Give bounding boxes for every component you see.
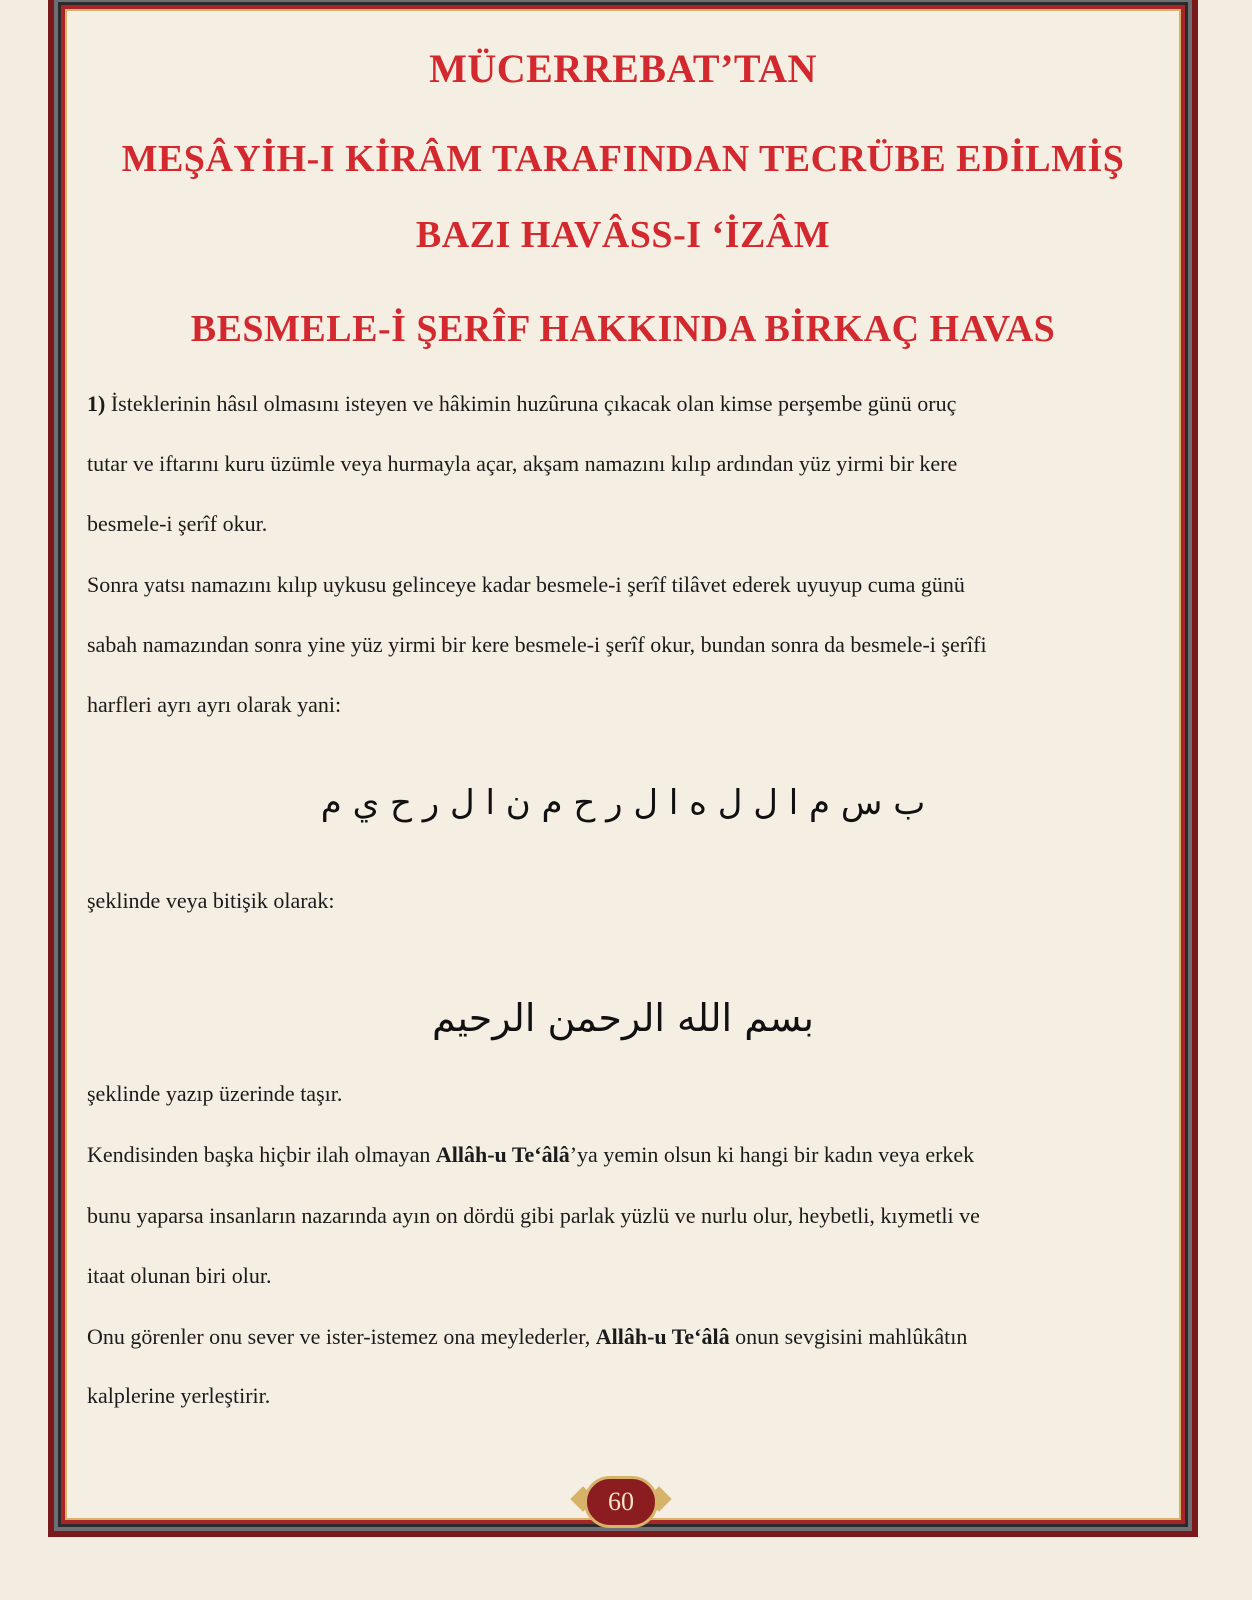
paragraph-2-line-3: harfleri ayrı ayrı olarak yani: [87,692,342,717]
paragraph-text: İsteklerinin hâsıl olmasını isteyen ve hâkimin huzûruna çıkacak olan kimse perşembe günü oruç [105,391,957,416]
paragraph-4: şeklinde yazıp üzerinde taşır. [87,1081,343,1106]
paragraph-1-line-3: besmele-i şerîf okur. [87,511,268,536]
arabic-separate-letters: ب س م ا ل ل ه ا ل ر ح م ن ا ل ر ح ي م [320,783,926,823]
paragraph-6-line-2: kalplerine yerleştirir. [87,1383,271,1408]
page-number: 60 [584,1476,658,1528]
page-content [87,11,1159,1518]
page-border [48,0,1198,1537]
paragraph-1-line-1 [87,391,1159,417]
title-line-2: MEŞÂYİH-I KİRÂM TARAFINDAN TECRÜBE EDİLMİŞ [121,138,1125,180]
paragraph-3: şeklinde veya bitişik olarak: [87,888,335,913]
page-panel [65,9,1181,1520]
title-line-4: BESMELE-İ ŞERÎF HAKKINDA BİRKAÇ HAVAS [190,308,1056,350]
title-line-3: BAZI HAVÂSS-I ‘İZÂM [415,214,831,256]
paragraph-text: ’ya yemin olsun ki hangi bir kadın veya erkek [569,1142,975,1167]
page-border-band [58,2,1188,1527]
paragraph-1-line-2: tutar ve iftarını kuru üzümle veya hurmayla açar, akşam namazını kılıp ardından yüz yirmi bir kere [87,451,958,476]
arabic-basmala: بسم الله الرحمن الرحيم [432,996,814,1040]
paragraph-text: onun sevgisini mahlûkâtın [729,1324,968,1349]
paragraph-6-line-1 [87,1324,1159,1350]
paragraph-2-line-2: sabah namazından sonra yine yüz yirmi bir kere besmele-i şerîf okur, bundan sonra da besmele-i şerîfi [87,632,987,657]
paragraph-text: Onu görenler onu sever ve ister-istemez ona meylederler, [87,1324,596,1349]
emphasis: Allâh-u Te‘âlâ [435,1142,570,1167]
paragraph-2-line-1: Sonra yatsı namazını kılıp uykusu gelinceye kadar besmele-i şerîf tilâvet ederek uyuyup cuma günü [87,572,965,597]
paragraph-5-line-2: bunu yaparsa insanların nazarında ayın on dördü gibi parlak yüzlü ve nurlu olur, heybetli, kıymetli ve [87,1203,980,1228]
paragraph-5-line-1 [87,1142,1159,1168]
paragraph-5-line-3: itaat olunan biri olur. [87,1263,272,1288]
item-number: 1) [87,391,106,416]
paragraph-text: Kendisinden başka hiçbir ilah olmayan [87,1142,436,1167]
emphasis: Allâh-u Te‘âlâ [595,1324,730,1349]
title-line-1: MÜCERREBAT’TAN [429,46,817,91]
